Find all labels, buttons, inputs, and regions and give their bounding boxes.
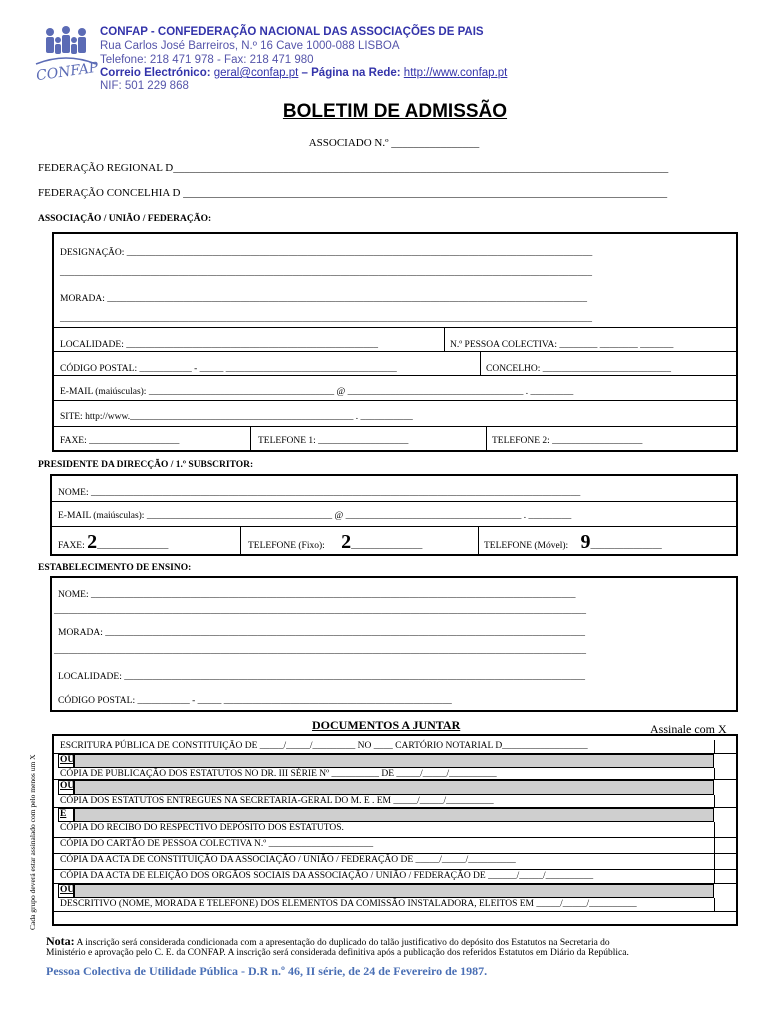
tel-fixo-blank: _______________ [351, 541, 423, 551]
logo-text: CONFAP [35, 59, 100, 85]
presidente-faxe-field[interactable] [58, 531, 168, 554]
assoc-email-field[interactable]: E-MAIL (maiúsculas): _______________________________________ @ _____________________________________ . _________ [60, 387, 574, 397]
doc-checkbox[interactable] [714, 898, 736, 912]
doc-connector-bar [74, 884, 714, 898]
doc-row [54, 822, 736, 838]
web-label: – Página na Rede: [301, 67, 401, 79]
doc-row [54, 854, 736, 870]
morada-cont[interactable]: ________________________________________________________________________________________________________________ [60, 314, 592, 324]
doc-connector-label: E [60, 809, 67, 819]
doc-checkbox[interactable] [714, 740, 736, 754]
org-name: CONFAP - CONFEDERAÇÃO NACIONAL DAS ASSOCIAÇÕES DE PAIS [100, 26, 484, 38]
doc-row-border [54, 911, 736, 912]
doc-connector-label: OU [60, 755, 75, 765]
tel-movel-prefix: 9 [580, 531, 591, 553]
doc-connector-bar [74, 754, 714, 768]
tel-fixo-prefix: 2 [341, 531, 352, 553]
federacao-regional-field[interactable]: FEDERAÇÃO REGIONAL D__________________________________________________________________________________________ [38, 162, 669, 174]
site-field[interactable]: SITE: http://www._______________________________________________ . ___________ [60, 412, 413, 422]
localidade-field[interactable]: LOCALIDADE: _____________________________________________________ [60, 340, 378, 350]
documentos-box [52, 734, 738, 926]
assinale-note: Assinale com X [650, 722, 727, 736]
doc-connector [54, 780, 736, 795]
doc-checkbox[interactable] [714, 838, 736, 854]
doc-checkbox[interactable] [714, 854, 736, 870]
org-phone: Telefone: 218 471 978 - Fax: 218 471 980 [100, 54, 314, 66]
ensino-morada-cont[interactable]: ________________________________________________________________________________________________________________ [54, 646, 586, 656]
associacao-heading: ASSOCIAÇÃO / UNIÃO / FEDERAÇÃO: [38, 214, 212, 224]
documentos-heading: DOCUMENTOS A JUNTAR [312, 718, 461, 732]
associado-field[interactable]: ASSOCIADO N.º ________________ [308, 137, 480, 149]
nota-line1: A inscrição será considerada condicionada com a apresentação do duplicado do talão justificativo do depósito dos Estatutos na Secretaria do [76, 938, 610, 948]
ensino-heading: ESTABELECIMENTO DE ENSINO: [38, 563, 192, 573]
pessoa-colectiva-field[interactable]: N.º PESSOA COLECTIVA: ________ ________ _______ [450, 340, 674, 350]
presidente-nome-field[interactable]: NOME: _______________________________________________________________________________________________________ [58, 488, 581, 498]
doc-connector-bar [74, 808, 714, 822]
presidente-tel-fixo-field[interactable] [248, 531, 422, 554]
doc-connector [54, 884, 736, 898]
doc-row [54, 838, 736, 854]
ensino-nome-field[interactable]: NOME: ______________________________________________________________________________________________________ [58, 590, 576, 600]
doc-row [54, 795, 736, 808]
federacao-concelhia-field[interactable]: FEDERAÇÃO CONCELHIA D ________________________________________________________________________________________ [38, 187, 668, 199]
faxe-prefix: 2 [87, 531, 98, 553]
nota-paragraph [46, 934, 610, 949]
assoc-faxe-field[interactable]: FAXE: ___________________ [60, 436, 180, 446]
doc-connector-label: OU [60, 781, 75, 791]
email-link[interactable]: geral@confap.pt [213, 67, 299, 79]
doc-connector-label: OU [60, 885, 75, 895]
faxe-blank: _______________ [97, 541, 169, 551]
doc-row-label[interactable]: CÓPIA DE PUBLICAÇÃO DOS ESTATUTOS NO DR. III SÉRIE Nº __________ DE _____/_____/__________ [60, 769, 497, 779]
confap-logo [30, 24, 102, 90]
morada-field[interactable]: MORADA: _____________________________________________________________________________________________________ [60, 294, 587, 304]
ensino-localidade-field[interactable]: LOCALIDADE: _________________________________________________________________________________________________ [58, 672, 585, 682]
codigo-postal-field[interactable]: CÓDIGO POSTAL: ___________ - _____ ____________________________________ [60, 364, 397, 374]
designacao-field[interactable]: DESIGNAÇÃO: __________________________________________________________________________________________________ [60, 248, 593, 258]
doc-row [54, 870, 736, 884]
doc-connector [54, 754, 736, 768]
presidente-tel-movel-field[interactable] [484, 531, 662, 554]
presidente-email-field[interactable]: E-MAIL (maiúsculas): _______________________________________ @ _____________________________________ . _________ [58, 511, 572, 521]
doc-row [54, 768, 736, 780]
doc-connector-bar [74, 780, 714, 795]
org-address: Rua Carlos José Barreiros, N.º 16 Cave 1000-088 LISBOA [100, 40, 400, 52]
ensino-morada-field[interactable]: MORADA: _____________________________________________________________________________________________________ [58, 628, 585, 638]
doc-row [54, 898, 736, 912]
web-link[interactable]: http://www.confap.pt [403, 67, 508, 79]
doc-row-label[interactable]: CÓPIA DA ACTA DE ELEIÇÃO DOS ORGÃOS SOCIAIS DA ASSOCIAÇÃO / UNIÃO / FEDERAÇÃO DE ______/_____/__________ [60, 871, 594, 881]
footer-utilidade-publica: Pessoa Colectiva de Utilidade Pública - D.R n.º 46, II série, de 24 de Fevereiro de 1987. [46, 964, 488, 978]
side-note: Cada grupo deverá estar assinalado com pelo menos um X [28, 754, 37, 930]
telefone2-field[interactable]: TELEFONE 2: ___________________ [492, 436, 643, 446]
nota-line2: Ministério e aprovação pelo C. E. da CONFAP. A inscrição será considerada definitiva após a publicação dos referidos Estatutos em Diário da República. [46, 948, 629, 958]
nota-label: Nota: [46, 934, 75, 948]
presidente-box [50, 474, 738, 556]
faxe-label: FAXE: [58, 541, 85, 551]
telefone1-field[interactable]: TELEFONE 1: ___________________ [258, 436, 409, 446]
tel-fixo-label: TELEFONE (Fixo): [248, 541, 325, 551]
designacao-cont[interactable]: ________________________________________________________________________________________________________________ [60, 268, 592, 278]
email-label: Correio Electrónico: [100, 67, 211, 79]
ensino-box [50, 576, 738, 712]
presidente-heading: PRESIDENTE DA DIRECÇÃO / 1.º SUBSCRITOR: [38, 460, 254, 470]
doc-row-label[interactable]: CÓPIA DO RECIBO DO RESPECTIVO DEPÓSITO DOS ESTATUTOS. [60, 823, 344, 833]
ensino-codigo-postal-field[interactable]: CÓDIGO POSTAL: ___________ - _____ ________________________________________________ [58, 696, 452, 706]
concelho-field[interactable]: CONCELHO: ___________________________ [486, 364, 671, 374]
ensino-nome-cont[interactable]: ________________________________________________________________________________________________________________ [54, 606, 586, 616]
doc-checkbox[interactable] [714, 822, 736, 838]
page-title: BOLETIM DE ADMISSÃO [282, 101, 508, 122]
org-nif: NIF: 501 229 868 [100, 80, 189, 92]
associacao-box [52, 232, 738, 452]
tel-movel-blank: _______________ [590, 541, 662, 551]
doc-row-label[interactable]: CÓPIA DO CARTÃO DE PESSOA COLECTIVA N.º ______________________ [60, 839, 374, 849]
doc-row-label[interactable]: DESCRITIVO (NOME, MORADA E TELEFONE) DOS ELEMENTOS DA COMISSÃO INSTALADORA, ELEITOS EM _____/_____/__________ [60, 899, 637, 909]
tel-movel-label: TELEFONE (Móvel): [484, 541, 569, 551]
doc-connector [54, 808, 736, 822]
doc-row-label[interactable]: CÓPIA DOS ESTATUTOS ENTREGUES NA SECRETARIA-GERAL DO M. E . EM _____/_____/__________ [60, 796, 494, 806]
doc-checkbox[interactable] [714, 870, 736, 884]
doc-row [54, 740, 736, 754]
doc-row-label[interactable]: CÓPIA DA ACTA DE CONSTITUIÇÃO DA ASSOCIAÇÃO / UNIÃO / FEDERAÇÃO DE _____/_____/__________ [60, 855, 516, 865]
doc-row-label[interactable]: ESCRITURA PÚBLICA DE CONSTITUIÇÃO DE _____/_____/_________ NO ____ CARTÓRIO NOTARIAL D__________________ [60, 741, 588, 751]
org-contacts [100, 67, 507, 79]
